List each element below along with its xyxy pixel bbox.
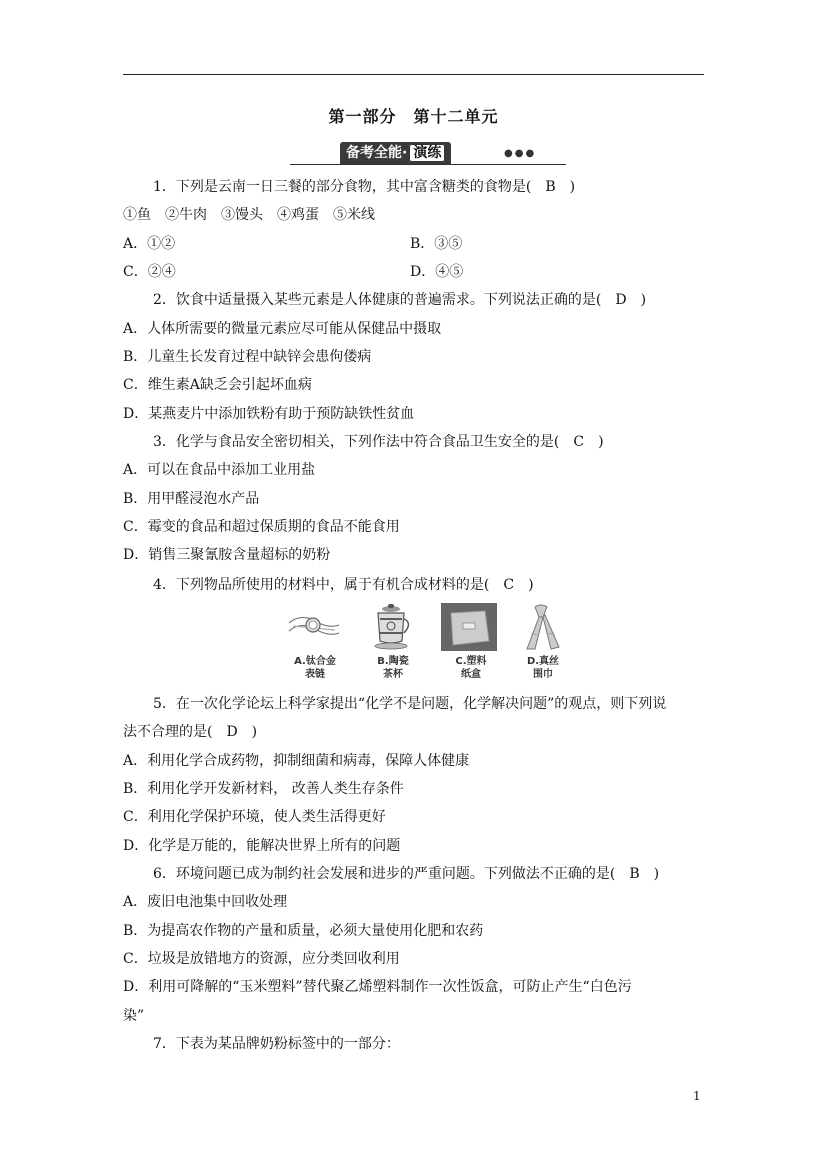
figure-d [513,603,573,681]
figure-a [285,603,345,681]
page-number: 1 [693,1089,701,1103]
q6-option-c: C．垃圾是放错地方的资源，应分类回收利用 [123,951,400,967]
q6-stem: 6．环境问题已成为制约社会发展和进步的严重问题。下列做法不正确的是( B ) [153,866,660,882]
plastic-box-icon [441,603,497,651]
figure-d-caption-line1: D.真丝 [526,656,560,667]
q1-option-c: C．②④ [123,264,176,280]
q3-option-d: D．销售三聚氰胺含量超标的奶粉 [123,547,331,563]
q3-option-b: B．用甲醛浸泡水产品 [123,491,260,507]
q5-stem-line2: 法不合理的是( D ) [123,724,258,740]
banner-dots: ●●● [504,148,537,159]
q1-option-b: B．③⑤ [410,236,463,252]
section-banner [290,140,566,166]
figure-a-caption-line2: 表链 [305,669,325,680]
q1-option-d: D．④⑤ [410,264,464,280]
q7-stem: 7．下表为某品牌奶粉标签中的一部分： [153,1036,400,1052]
q2-option-b: B．儿童生长发育过程中缺锌会患佝偻病 [123,349,372,365]
q5-option-a: A．利用化学合成药物，抑制细菌和病毒，保障人体健康 [123,753,470,769]
page-title: 第一部分 第十二单元 [328,107,499,126]
tea-cup-icon [363,603,419,651]
q1-items: ①鱼 ②牛肉 ③馒头 ④鸡蛋 ⑤米线 [123,207,375,223]
q6-option-b: B．为提高农作物的产量和质量，必须大量使用化肥和农药 [123,923,484,939]
figure-c [441,603,501,681]
q1-option-a: A．①② [123,236,176,252]
q6-option-d-line2: 染” [123,1008,145,1024]
q2-stem: 2．饮食中适量摄入某些元素是人体健康的普遍需求。下列说法正确的是( D ) [153,292,647,308]
q5-stem-line1: 5．在一次化学论坛上科学家提出“化学不是问题，化学解决问题”的观点，则下列说 [153,696,667,712]
q2-option-a: A．人体所需要的微量元素应尽可能从保健品中摄取 [123,321,442,337]
q2-option-c: C．维生素A缺乏会引起坏血病 [123,377,312,393]
q3-option-a: A．可以在食品中添加工业用盐 [123,462,316,478]
q1-stem: 1．下列是云南一日三餐的部分食物，其中富含糖类的食物是( B ) [153,179,576,195]
q4-figures [285,603,585,689]
q5-option-d: D．化学是万能的，能解决世界上所有的问题 [123,838,401,854]
silk-scarf-icon [513,603,569,651]
banner-rule [290,164,566,165]
q6-option-d-line1: D．利用可降解的“玉米塑料”替代聚乙烯塑料制作一次性饭盒，可防止产生“白色污 [123,979,632,995]
q4-stem: 4．下列物品所使用的材料中，属于有机合成材料的是( C ) [153,577,534,593]
figure-c-caption-line2: 纸盒 [461,669,481,680]
banner-label [340,142,451,164]
banner-emphasis-text: 演练 [409,144,445,162]
figure-b [363,603,423,681]
header-rule [123,74,704,75]
q2-option-d: D．某燕麦片中添加铁粉有助于预防缺铁性贫血 [123,406,415,422]
q5-option-c: C．利用化学保护环境，使人类生活得更好 [123,809,386,825]
figure-d-caption-line2: 围巾 [533,669,553,680]
figure-a-caption-line1: A.钛合金 [294,656,336,667]
watch-strap-icon [285,603,341,651]
q3-option-c: C．霉变的食品和超过保质期的食品不能食用 [123,519,400,535]
figure-b-caption-line2: 茶杯 [383,669,403,680]
q6-option-a: A．废旧电池集中回收处理 [123,894,288,910]
figure-c-caption-line1: C.塑料 [455,656,487,667]
q3-stem: 3．化学与食品安全密切相关，下列作法中符合食品卫生安全的是( C ) [153,434,604,450]
figure-b-caption-line1: B.陶瓷 [377,656,409,667]
q5-option-b: B．利用化学开发新材料， 改善人类生存条件 [123,781,404,797]
banner-main-text: 备考全能· [346,145,408,161]
